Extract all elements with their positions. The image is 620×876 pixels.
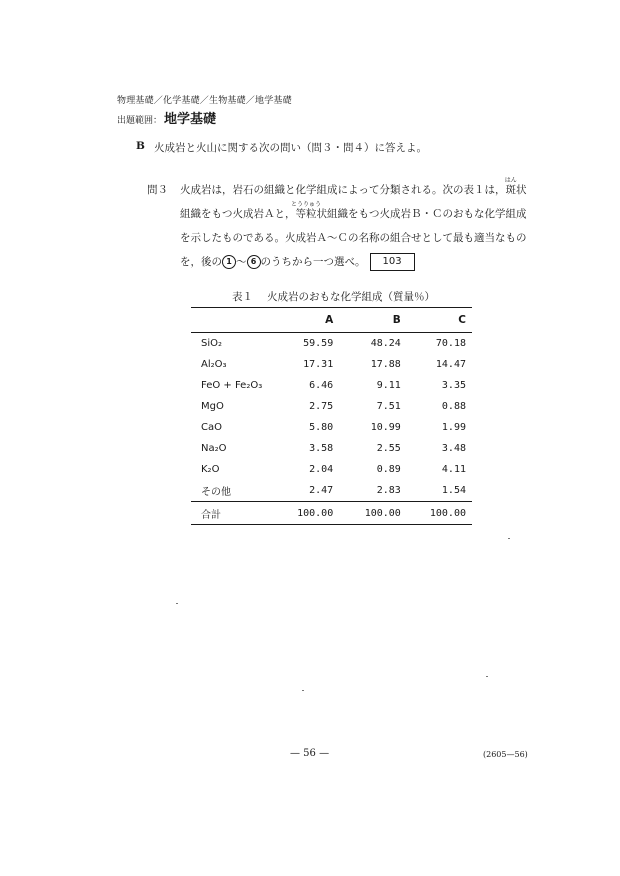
question-text: 火成岩は，岩石の組織と化学組成によって分類される。次の表１は， [180, 184, 506, 196]
value-c: 3.35 [441, 380, 466, 391]
question-line-4 [180, 250, 415, 274]
table-row [191, 417, 472, 438]
table-total-row [191, 502, 472, 525]
value-a: 2.75 [309, 401, 334, 412]
page-code: (2605—56) [483, 750, 528, 759]
scan-speck [508, 538, 510, 539]
table-header-row [191, 308, 472, 333]
choice-circle-last: 6 [247, 255, 261, 269]
question-text: 組織をもつ火成岩Ａと， [180, 208, 296, 220]
value-c: 0.88 [441, 401, 466, 412]
value-c: 1.99 [441, 422, 466, 433]
table-caption [232, 289, 435, 304]
value-a: 5.80 [309, 422, 334, 433]
question-line-2 [180, 202, 527, 226]
choice-circle-first: 1 [222, 255, 236, 269]
ruby-base: 等粒 [295, 208, 317, 220]
value-c: 3.48 [441, 443, 466, 454]
ruby-reading: とうりゅう [290, 201, 322, 208]
total-label: 合計 [191, 502, 276, 525]
value-a: 6.46 [309, 380, 334, 391]
value-a: 2.04 [309, 464, 334, 475]
component-name: Na₂O [201, 443, 227, 454]
table-row [191, 459, 472, 480]
scan-speck [176, 603, 178, 604]
value-c: 70.18 [435, 338, 466, 349]
value-b: 17.88 [370, 359, 401, 370]
scan-speck [486, 676, 488, 677]
component-name: その他 [201, 487, 231, 498]
value-a: 2.47 [309, 485, 334, 496]
choice-separator: ～ [236, 256, 247, 268]
table-row [191, 438, 472, 459]
value-b: 10.99 [370, 422, 401, 433]
value-a: 3.58 [309, 443, 334, 454]
value-c: 4.11 [441, 464, 466, 475]
question-line-1 [180, 178, 527, 202]
section-b [136, 140, 427, 155]
question-line-3: を示したものである。火成岩Ａ～Ｃの名称の組合せとして最も適当なもの [180, 232, 527, 244]
caption-number: 表１ [232, 291, 253, 303]
ruby-reading: はん [504, 177, 517, 184]
section-mark: B [136, 140, 145, 152]
value-b: 48.24 [370, 338, 401, 349]
question-label: 問３ [147, 184, 168, 196]
range-label: 出題範囲： [117, 116, 163, 126]
value-c: 14.47 [435, 359, 466, 370]
value-b: 2.55 [376, 443, 401, 454]
total-c: 100.00 [413, 502, 472, 525]
header-cell-blank [191, 308, 276, 333]
component-name: SiO₂ [201, 338, 223, 349]
value-b: 7.51 [376, 401, 401, 412]
question-text: のうちから一つ選べ。 [260, 256, 366, 268]
header-cell-a: A [276, 308, 346, 333]
header-cell-c: C [413, 308, 472, 333]
question-text: 状 [516, 184, 527, 196]
answer-box: 103 [370, 253, 415, 271]
table-row [191, 354, 472, 375]
value-b: 0.89 [376, 464, 401, 475]
ruby-han [506, 178, 517, 202]
component-name: MgO [201, 401, 224, 412]
component-name: FeO + Fe₂O₃ [201, 380, 263, 391]
table-row [191, 333, 472, 355]
component-name: Al₂O₃ [201, 359, 227, 370]
value-a: 17.31 [303, 359, 334, 370]
ruby-touryuu [290, 201, 322, 226]
section-instruction: 火成岩と火山に関する次の問い（問３・問４）に答えよ。 [154, 142, 427, 154]
scan-speck [302, 690, 304, 691]
value-a: 59.59 [303, 338, 334, 349]
table-row [191, 396, 472, 417]
value-b: 9.11 [376, 380, 401, 391]
ruby-base: 斑 [505, 184, 516, 196]
exam-range [117, 108, 216, 127]
question-text: 状組織をもつ火成岩Ｂ・Ｃのおもな化学組成 [316, 208, 527, 220]
table-row [191, 480, 472, 502]
component-name: CaO [201, 422, 222, 433]
table-row [191, 375, 472, 396]
caption-text: 火成岩のおもな化学組成（質量％） [267, 291, 435, 303]
composition-table [191, 307, 472, 525]
question-text: を，後の [180, 256, 222, 268]
range-title: 地学基礎 [164, 112, 217, 127]
total-b: 100.00 [345, 502, 413, 525]
component-name: K₂O [201, 464, 220, 475]
total-a: 100.00 [276, 502, 346, 525]
value-c: 1.54 [441, 485, 466, 496]
page-number: — 56 — [290, 748, 330, 759]
value-b: 2.83 [376, 485, 401, 496]
header-cell-b: B [345, 308, 413, 333]
subjects-header: 物理基礎／化学基礎／生物基礎／地学基礎 [117, 96, 292, 106]
